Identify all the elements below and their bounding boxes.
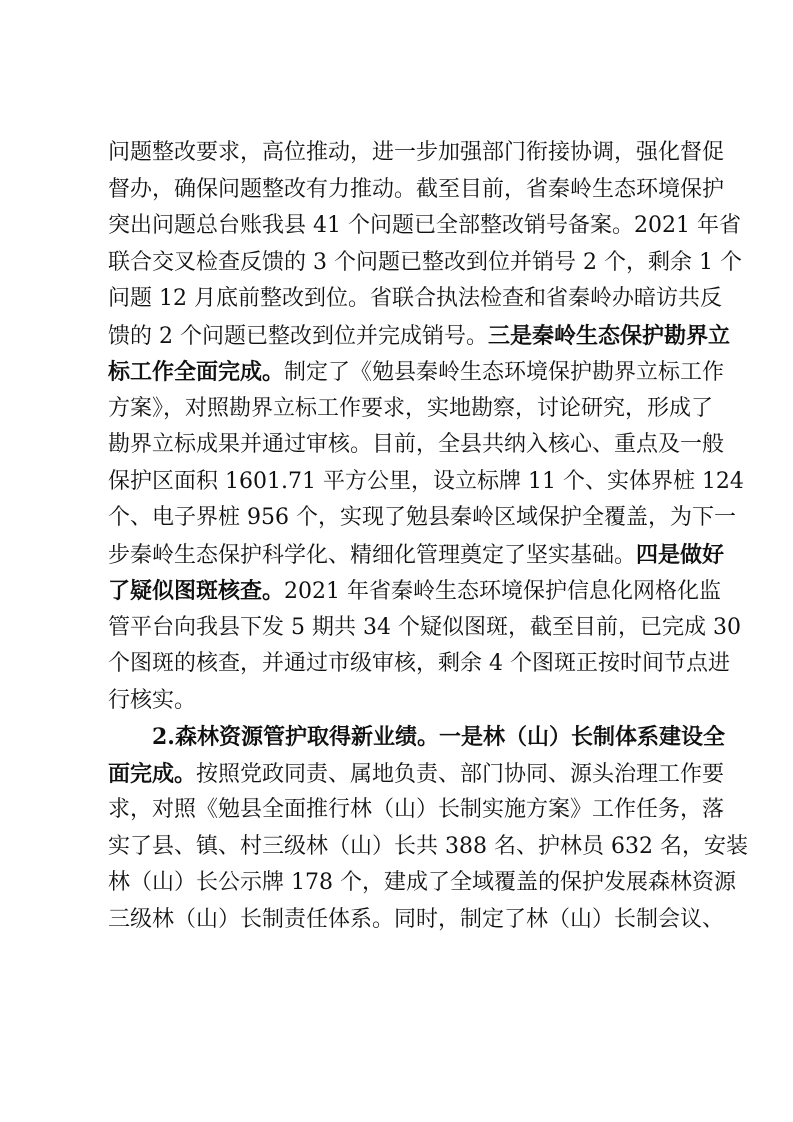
bold-heading-text: 三是秦岭生态保护勘界立 <box>488 322 731 349</box>
body-text-segment: 管平台向我县下发 5 期共 34 个疑似图斑，截至目前，已完成 30 <box>108 614 741 640</box>
text-line <box>108 245 742 282</box>
body-text-segment: 步秦岭生态保护科学化、精细化管理奠定了坚实基础。 <box>108 542 637 568</box>
text-line <box>108 719 725 756</box>
bold-heading-text: 标工作全面完成。 <box>108 359 285 385</box>
text-line <box>108 318 731 355</box>
body-text <box>108 135 748 938</box>
text-line <box>108 610 741 647</box>
body-text-segment: 突出问题总台账我县 41 个问题已全部整改销号备案。2021 年省 <box>108 213 741 238</box>
text-line <box>108 865 736 902</box>
bold-heading-text: 四是做好 <box>636 541 725 568</box>
text-line <box>108 902 725 939</box>
text-line <box>108 500 736 537</box>
body-text-segment: 实了县、镇、村三级林（山）长共 388 名、护林员 632 名，安装 <box>108 833 748 859</box>
body-text-segment: 制定了《勉县秦岭生态环境保护勘界立标工作 <box>284 360 725 385</box>
body-text-segment: 问题 12 月底前整改到位。省联合执法检查和省秦岭办暗访共反 <box>108 286 722 311</box>
bold-heading-text: 面完成。 <box>108 760 197 787</box>
body-text-segment: 林（山）长公示牌 178 个，建成了全域覆盖的保护发展森林资源 <box>108 870 736 895</box>
text-line <box>108 427 725 464</box>
text-line <box>108 646 730 683</box>
text-line <box>108 391 714 428</box>
text-line <box>108 573 721 610</box>
body-text-segment: 问题整改要求，高位推动，进一步加强部门衔接协调，强化督促 <box>108 140 725 165</box>
body-text-segment: 按照党政同责、属地负责、部门协同、源头治理工作要 <box>196 761 725 787</box>
body-text-segment: 勘界立标成果并通过审核。目前，全县共纳入核心、重点及一般 <box>108 432 725 457</box>
text-line <box>108 354 725 391</box>
body-text-segment: 督办，确保问题整改有力推动。截至目前，省秦岭生态环境保护 <box>108 176 725 202</box>
body-text-segment: 联合交叉检查反馈的 3 个问题已整改到位并销号 2 个，剩余 1 个 <box>108 249 742 275</box>
body-text-segment: 个图斑的核查，并通过市级审核，剩余 4 个图斑正按时间节点进 <box>108 651 730 676</box>
text-line <box>108 172 725 209</box>
body-text-segment: 馈的 2 个问题已整改到位并完成销号。 <box>108 323 488 349</box>
text-line <box>108 683 692 720</box>
body-text-segment: 2021 年省秦岭生态环境保护信息化网格化监 <box>284 579 721 604</box>
text-line <box>108 135 725 172</box>
body-text-segment: 方案》，对照勘界立标工作要求，实地勘察，讨论研究，形成了 <box>108 395 714 421</box>
bold-heading-text: 了疑似图斑核查。 <box>108 578 285 604</box>
text-line <box>108 792 725 829</box>
text-line <box>108 281 722 318</box>
text-line <box>108 829 748 866</box>
body-text-segment: 行核实。 <box>108 687 197 713</box>
body-text-segment: 求，对照《勉县全面推行林（山）长制实施方案》工作任务，落 <box>108 797 725 822</box>
body-text-segment: 保护区面积 1601.71 平方公里，设立标牌 11 个、实体界桩 124 <box>108 468 744 494</box>
text-line <box>108 464 744 501</box>
text-line <box>108 537 725 574</box>
text-line <box>108 208 741 245</box>
bold-heading-text: 2.森林资源管护取得新业绩。一是林（山）长制体系建设全 <box>152 724 725 750</box>
body-text-segment: 三级林（山）长制责任体系。同时，制定了林（山）长制会议、 <box>108 906 725 932</box>
body-text-segment: 个、电子界桩 956 个，实现了勉县秦岭区域保护全覆盖，为下一 <box>108 505 736 530</box>
text-line <box>108 756 725 793</box>
